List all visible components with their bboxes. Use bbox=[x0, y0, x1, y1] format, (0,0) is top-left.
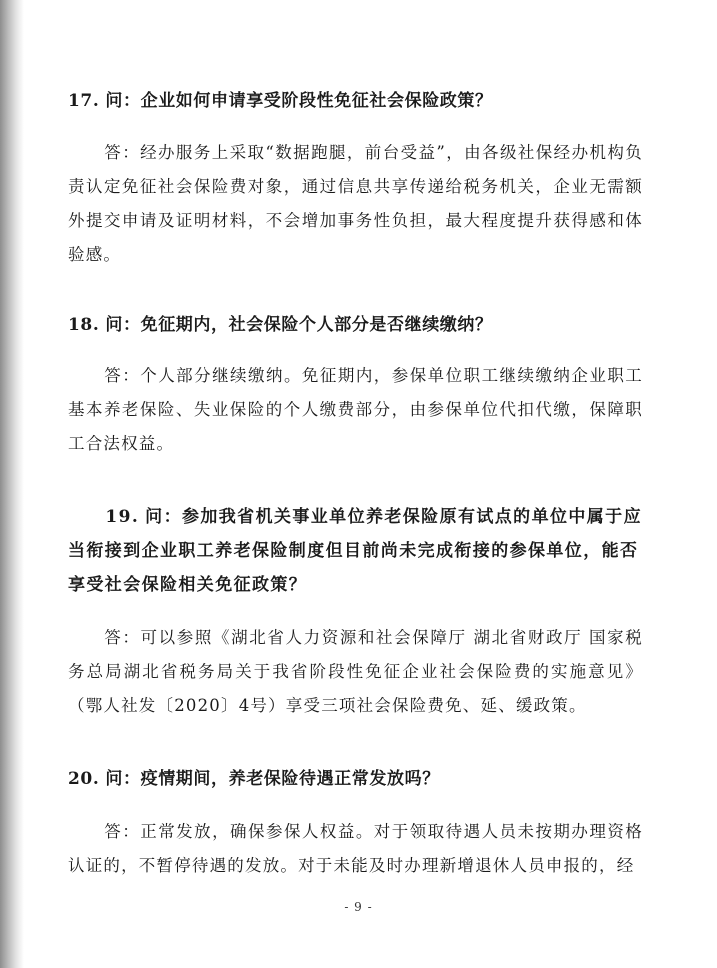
answer-19: 答：可以参照《湖北省人力资源和社会保障厅 湖北省财政厅 国家税务总局湖北省税务局关于我省阶段性免征企业社会保险费的实施意见》（鄂人社发〔2020〕4号）享受三项社会保险费免、延、缓政策。 bbox=[68, 628, 643, 715]
question-text: 问：参加我省机关事业单位养老保险原有试点的单位中属于应当衔接到企业职工养老保险制度但目前尚未完成衔接的参保单位，能否享受社会保险相关免征政策？ bbox=[68, 507, 642, 595]
question-19 bbox=[68, 500, 648, 602]
page-edge-shadow bbox=[0, 0, 24, 968]
question-text: 问：免征期内，社会保险个人部分是否继续缴纳？ bbox=[105, 315, 493, 335]
question-17 bbox=[68, 84, 648, 118]
question-18 bbox=[68, 308, 648, 342]
question-20 bbox=[68, 762, 648, 796]
question-number: 17. bbox=[68, 91, 100, 111]
question-number: 20. bbox=[68, 769, 100, 789]
page-number: - 9 - bbox=[344, 900, 373, 914]
question-text: 问：企业如何申请享受阶段性免征社会保险政策？ bbox=[105, 91, 493, 111]
question-number: 18. bbox=[68, 315, 100, 335]
answer-18: 答：个人部分继续缴纳。免征期内，参保单位职工继续缴纳企业职工基本养老保险、失业保险的个人缴费部分，由参保单位代扣代缴，保障职工合法权益。 bbox=[68, 366, 643, 453]
question-text: 问：疫情期间，养老保险待遇正常发放吗？ bbox=[105, 769, 440, 789]
question-number: 19. bbox=[105, 507, 140, 527]
answer-17: 答：经办服务上采取“数据跑腿，前台受益”，由各级社保经办机构负责认定免征社会保险费对象，通过信息共享传递给税务机关，企业无需额外提交申请及证明材料，不会增加事务性负担，最大程度提升获得感和体验感。 bbox=[68, 143, 643, 264]
answer-20: 答：正常发放，确保参保人权益。对于领取待遇人员未按期办理资格认证的，不暂停待遇的发放。对于未能及时办理新增退休人员申报的，经 bbox=[68, 822, 643, 875]
